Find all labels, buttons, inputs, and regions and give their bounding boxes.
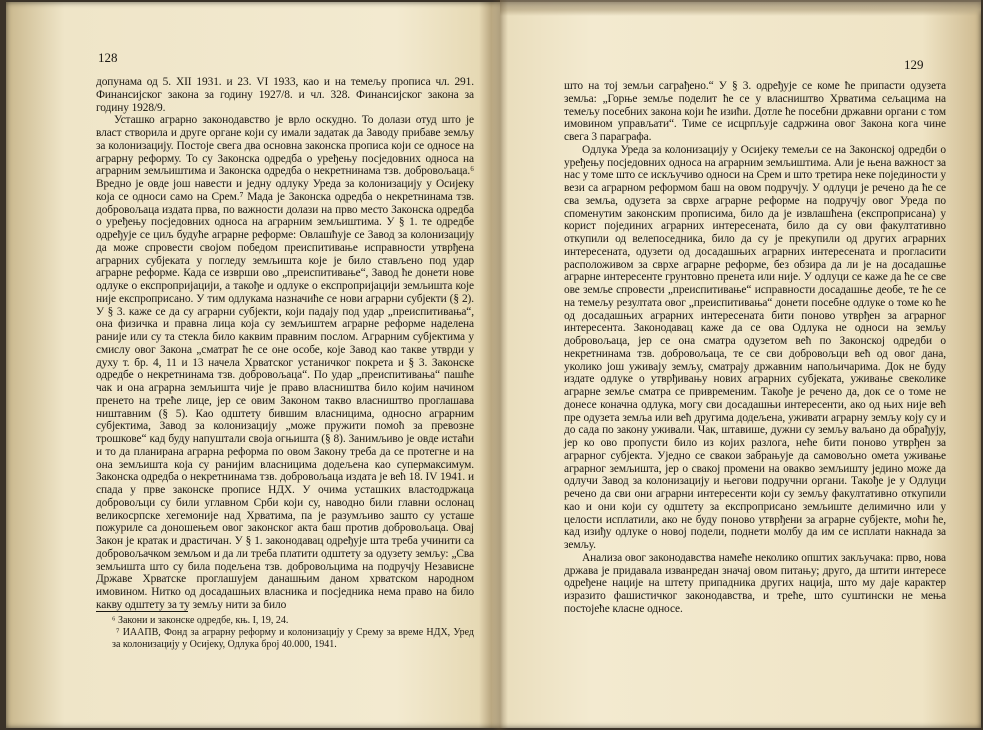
footnote: ⁶ Закони и законске одредбе, књ. I, 19, 24. bbox=[112, 615, 289, 626]
paragraph: што на тој земљи саграђено.“ У § 3. одређује се коме ће припасти одузета земља: „Горње земље поделит ће се у власништво Хрватима сељацима на темељу посебних закона који ће изићи. Дотле ће посебни државни органи с том имовином управљати“. Тиме се исцрпљује садржина овог Закона кога чине свега 3 параграфа. bbox=[564, 80, 946, 143]
book-gutter bbox=[492, 0, 508, 730]
footnote: ⁷ ИААПВ, Фонд за аграрну реформу и колонизацију у Срему за време НДХ, Уред за колонизацију у Осијеку, Одлука број 40.000, 1941. bbox=[112, 627, 474, 650]
paragraph: Анализа овог законодавства намеће неколико општих закључака: прво, нова држава је придавала изванредан значај овом питању; друго, да штити интересе одређене нације на штету припадника других нација, што му даје карактер изразито фашистичког законодавства, и треће, што суштински не мења постојеће класне односе. bbox=[564, 551, 946, 615]
paragraph: допунама од 5. XII 1931. и 23. VI 1933, као и на темељу прописа чл. 291. Финансијског закона за годину 1927/8. и чл. 328. Финансијског закона за годину 1928/9. bbox=[96, 76, 474, 114]
footnotes bbox=[112, 615, 474, 651]
footnote-rule bbox=[96, 611, 188, 612]
paragraph: Одлука Уреда за колонизацију у Осијеку темељи се на Законској одредби о уређењу посједовних односа на аграрним земљиштима. Али је њена важност за нас у томе што се искључиво односи на Срем и што третира неке појединости у вези са аграрном реформом баш на овом подручју. У одлуци је речено да ће се сва земља, одузета за сврхе аграрне реформе на подручју овог Уреда по споменутим законским прописима, било да је извлашћена (експроприсана) у корист појединих аграрних интересената, било да су ови факултативно откупили од велепоседника, било да су је прекупили од других аграрних интересената, одузети од досадашњих аграрних интересената и прогласити расположивом за сврхе аграрне реформе, без обзира да ли је на досадашње аграрне интересенте грунтовно пренета или није. У одлуци се каже да ће се све ове земље спровести „преиспитивање“ исправности досадашње деобе, те ће се на темељу резултата овог „преиспитивања“ донети посебне одлуке о томе ко ће од досадашњих аграрних интересената бити поново утврђен за аграрног интересента. Законодавац каже да се ова Одлука не односи на земљу добровољаца, јер се она сматра одузетом већ по Законској одредби о некретнинама тзв. добровољаца, те се сви добровољци већ од овог дана, уколико још уживају земљу, сматрају државним напољичарима. Док не буду издате одлуке о утврђивању нових аграрних субјеката, уживање свеколике аграрне земље сматра се привременим. Такође је речено да, док се о томе не донесе коначна одлука, могу сви досадашњи интересенти, ако од њих није већ пре одузета земља или већ другима додељена, уживати аграрну земљу коју су и до сада по закону уживали. Чак, штавише, дужни су земљу ваљано да обрађују, јер ко ово пропусти било из којих разлога, неће бити поново утврђен за аграрног субјекта. Уједно се свакои забрањује да самовољно омета уживање аграрног земљишта, јер о свакој промени на овакво земљишту једино може да одлучи Завод за колонизацију и његови подручни органи. Такође је у Одлуци речено да сви они аграрни интересенти који су земљу факултативно откупили као и они који су одштету за експроприсано земљиште делимично или у целости исплатили, ако не буду поново утврђени за аграрне субјекте, моћи ће, кад изиђу одлуке о новој подели, поднети молбу да им се исплати накнада за земљу. bbox=[564, 143, 946, 551]
page-edge-shadow bbox=[500, 0, 981, 16]
page-number: 129 bbox=[904, 57, 924, 72]
paragraph: Усташко аграрно законодавство је врло оскудно. То долази отуд што је власт створила и друге органе који су имали задатак да Заводу прибаве земљу за колонизацију. Постоје свега два основна законска прописа који се односе на аграрну реформу. То су Законска одредба о уређењу посједовних односа на аграрним земљиштима и Законска одредба о некретнинама тзв. добровољаца.⁶ Вредно је овде још навести и једну одлуку Уреда за колонизацију у Осијеку која се односи само на Срем.⁷ Мада је Законска одредба о некретнинама тзв. добровољаца издата прва, по важности долази на прво место Законска одредба о уређењу посједовних односа на аграрним земљиштима. У § 1. те одредбе одређује се циљ будуће аграрне реформе: Овлашћује се Завод за колонизацију да може спровести својом победом преиспитивање исправности утврђена аграрних субјеката у погледу земљишта које је било стављено под удар аграрне реформе. Када се изврши ово „преиспитивање“, Завод ће донети нове одлуке о експропријацији, а такође и одлуке о експропријацији земљишта које није експроприсано. У тим одлукама назначиће се нови аграрни субјекти (§ 2). У § 3. каже се да су аграрни субјекти, који падају под удар „преиспитивања“, она физичка и правна лица која су земљиштем аграрне реформе наделена раније или су та стекла било каквим правним послом. Аграрним субјектима у смислу овог Закона „сматрат ће се оне особе, које Завод као такве утврди у духу т. бр. 4, 11 и 13 начела Хрватског устаничког покрета и § 3. Законске одредбе о некретнинама тзв. добровољаца“. По удар „преиспитивања“ пашће чак и она аграрна земљишта чије је право власништва било којим начином пренето на треће лице, јер се овим Законом такво власништво проглашава ништавним (§ 5). Као одштету бившим власницима, односно аграрним субјектима, Завод за колонизацију „може пружити помоћ за превозне трошкове“ кад буду напуштали своја огњишта (§ 8). Занимљиво је овде истаћи и то да планирана аграрна реформа по овом Закону треба да се протегне и на она земљишта која су ранијим власницима додељена као супермаксимум. Законска одредба о некретнинама тзв. добровољаца издата је већ 18. IV 1941. и спада у прве законске прописе НДХ. У очима усташких властодржаца добровољци су били углавном Срби који су, наводно били главни ослонац великосрпске хегемоније над Хрватима, па је разумљиво зашто су усташе пожуриле са доношењем овог законског акта баш против добровољаца. Овај Закон је кратак и драстичан. У § 1. законодавац одређује шта треба учинити са добровољачком земљом и да ли треба платити одштету за одузету земљу: „Сва земљишта што су била подељена тзв. добровољцима на подручју Независне Државе Хрватске проглашујем данашњим даном хрватском народном имовином. Нитко од досадашњих власника и посједника нема право на било какву одштету за ту земљу нити за било bbox=[96, 114, 474, 611]
left-page-body bbox=[96, 76, 474, 612]
page-number: 128 bbox=[98, 50, 118, 65]
right-page-body bbox=[564, 80, 946, 616]
